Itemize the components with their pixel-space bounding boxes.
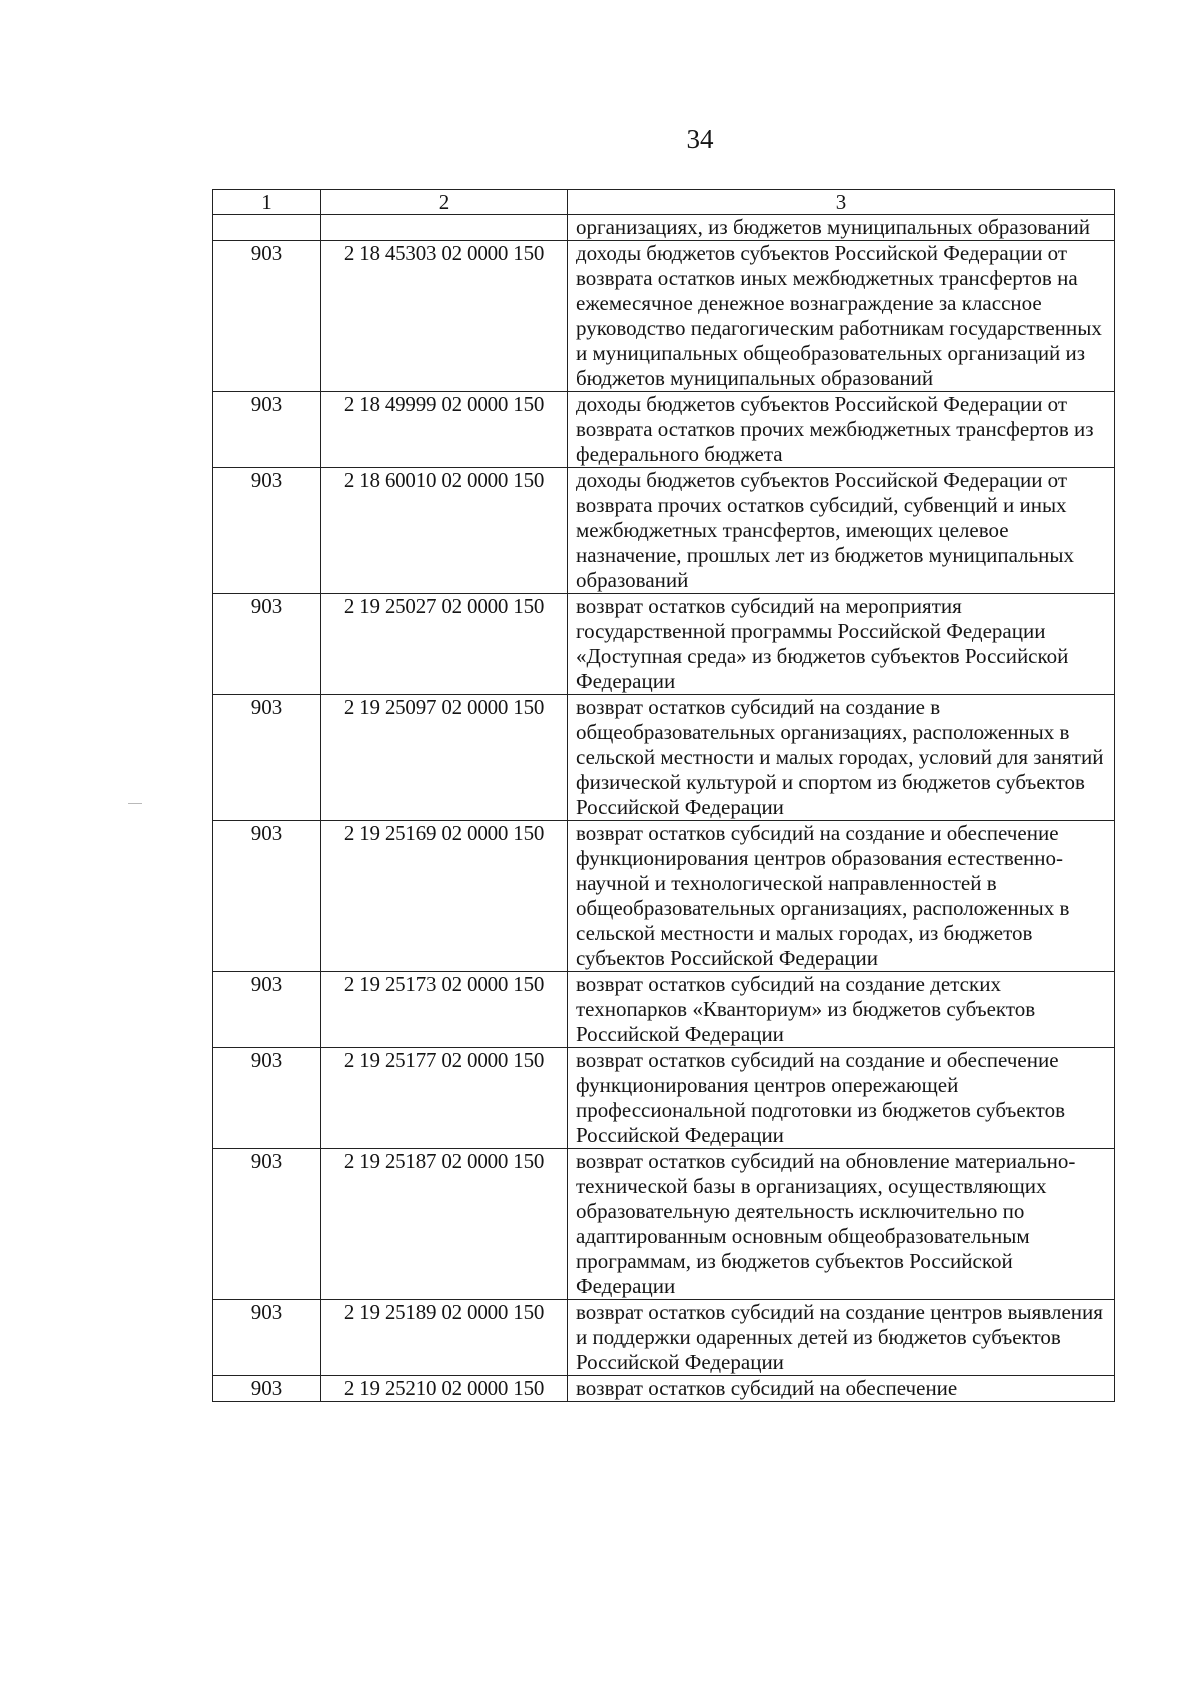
table-row bbox=[213, 1300, 1115, 1376]
income-description-cell: доходы бюджетов субъектов Российской Федерации от возврата остатков иных межбюджетных трансфертов на ежемесячное денежное вознаграждение за классное руководство педагогическим работникам государственных и муниципальных общеобразовательных организаций из бюджетов муниципальных образований bbox=[568, 241, 1115, 392]
table-row bbox=[213, 392, 1115, 468]
admin-code-cell: 903 bbox=[213, 392, 321, 468]
income-description-cell: возврат остатков субсидий на создание центров выявления и поддержки одаренных детей из бюджетов субъектов Российской Федерации bbox=[568, 1300, 1115, 1376]
income-description-cell: организациях, из бюджетов муниципальных образований bbox=[568, 215, 1115, 241]
page-number: 34 bbox=[686, 124, 714, 154]
budget-classification-code-cell: 2 18 60010 02 0000 150 bbox=[321, 468, 568, 594]
budget-classification-code-cell: 2 19 25177 02 0000 150 bbox=[321, 1048, 568, 1149]
admin-code-cell: 903 bbox=[213, 972, 321, 1048]
budget-classification-code-cell: 2 19 25097 02 0000 150 bbox=[321, 695, 568, 821]
table-row bbox=[213, 695, 1115, 821]
header-col-1: 1 bbox=[213, 190, 321, 215]
table-header-row bbox=[213, 190, 1115, 215]
income-description-cell: возврат остатков субсидий на обеспечение bbox=[568, 1376, 1115, 1402]
header-col-3: 3 bbox=[568, 190, 1115, 215]
table-row bbox=[213, 241, 1115, 392]
table-row bbox=[213, 821, 1115, 972]
scan-artifact bbox=[128, 803, 142, 804]
income-description-cell: возврат остатков субсидий на создание и обеспечение функционирования центров образования естественно-научной и технологической направленностей в общеобразовательных организациях, расположенных в сельской местности и малых городах, из бюджетов субъектов Российской Федерации bbox=[568, 821, 1115, 972]
budget-code-table bbox=[212, 189, 1115, 1402]
budget-classification-code-cell: 2 19 25173 02 0000 150 bbox=[321, 972, 568, 1048]
admin-code-cell: 903 bbox=[213, 241, 321, 392]
admin-code-cell bbox=[213, 215, 321, 241]
income-description-cell: доходы бюджетов субъектов Российской Федерации от возврата остатков прочих межбюджетных трансфертов из федерального бюджета bbox=[568, 392, 1115, 468]
table-row bbox=[213, 1048, 1115, 1149]
budget-classification-code-cell: 2 18 49999 02 0000 150 bbox=[321, 392, 568, 468]
budget-classification-code-cell bbox=[321, 215, 568, 241]
table-row bbox=[213, 215, 1115, 241]
admin-code-cell: 903 bbox=[213, 1048, 321, 1149]
table-body bbox=[213, 215, 1115, 1402]
admin-code-cell: 903 bbox=[213, 1376, 321, 1402]
income-description-cell: возврат остатков субсидий на обновление материально-технической базы в организациях, осуществляющих образовательную деятельность исключительно по адаптированным основным общеобразовательным программам, из бюджетов субъектов Российской Федерации bbox=[568, 1149, 1115, 1300]
income-description-cell: возврат остатков субсидий на создание детских технопарков «Кванториум» из бюджетов субъектов Российской Федерации bbox=[568, 972, 1115, 1048]
income-description-cell: возврат остатков субсидий на мероприятия государственной программы Российской Федерации «Доступная среда» из бюджетов субъектов Российской Федерации bbox=[568, 594, 1115, 695]
table-row bbox=[213, 594, 1115, 695]
income-description-cell: возврат остатков субсидий на создание и обеспечение функционирования центров опережающей профессиональной подготовки из бюджетов субъектов Российской Федерации bbox=[568, 1048, 1115, 1149]
header-col-2: 2 bbox=[321, 190, 568, 215]
budget-classification-code-cell: 2 19 25189 02 0000 150 bbox=[321, 1300, 568, 1376]
budget-classification-code-cell: 2 19 25210 02 0000 150 bbox=[321, 1376, 568, 1402]
income-description-cell: доходы бюджетов субъектов Российской Федерации от возврата прочих остатков субсидий, субвенций и иных межбюджетных трансфертов, имеющих целевое назначение, прошлых лет из бюджетов муниципальных образований bbox=[568, 468, 1115, 594]
budget-classification-code-cell: 2 19 25169 02 0000 150 bbox=[321, 821, 568, 972]
table-row bbox=[213, 468, 1115, 594]
table-row bbox=[213, 1376, 1115, 1402]
income-description-cell: возврат остатков субсидий на создание в общеобразовательных организациях, расположенных в сельской местности и малых городах, условий для занятий физической культурой и спортом из бюджетов субъектов Российской Федерации bbox=[568, 695, 1115, 821]
admin-code-cell: 903 bbox=[213, 821, 321, 972]
admin-code-cell: 903 bbox=[213, 695, 321, 821]
admin-code-cell: 903 bbox=[213, 468, 321, 594]
table-row bbox=[213, 972, 1115, 1048]
table-row bbox=[213, 1149, 1115, 1300]
admin-code-cell: 903 bbox=[213, 594, 321, 695]
budget-classification-code-cell: 2 19 25187 02 0000 150 bbox=[321, 1149, 568, 1300]
budget-classification-code-cell: 2 18 45303 02 0000 150 bbox=[321, 241, 568, 392]
admin-code-cell: 903 bbox=[213, 1149, 321, 1300]
admin-code-cell: 903 bbox=[213, 1300, 321, 1376]
budget-classification-code-cell: 2 19 25027 02 0000 150 bbox=[321, 594, 568, 695]
